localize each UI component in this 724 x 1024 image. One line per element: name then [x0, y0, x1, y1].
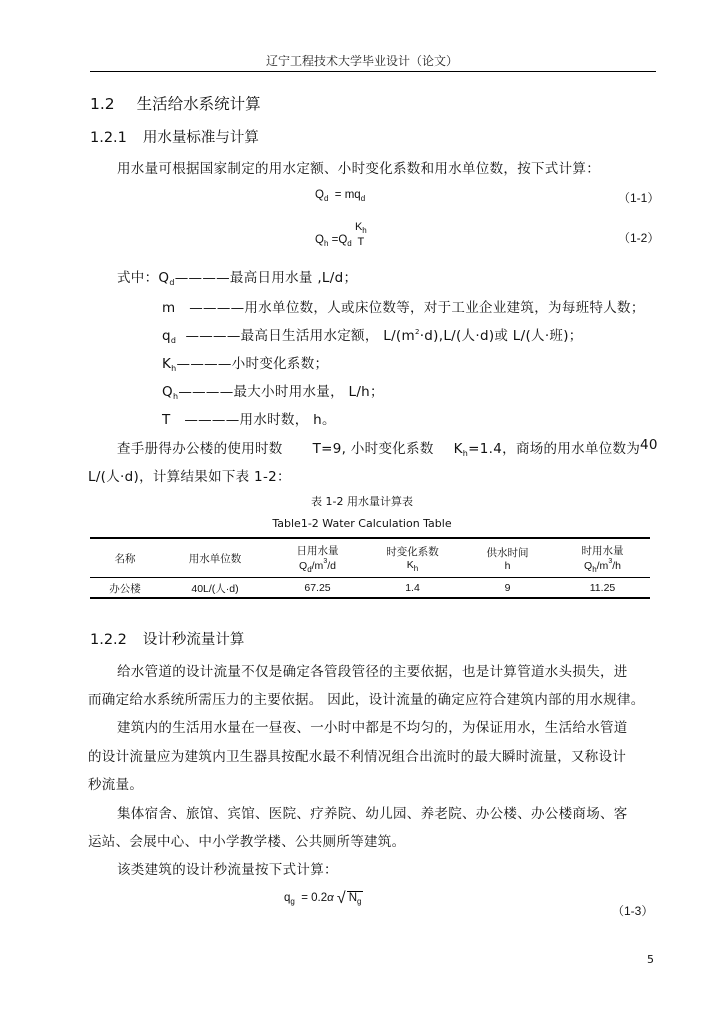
- header-unit-text: /d: [327, 559, 336, 572]
- page-number: 5: [647, 953, 654, 966]
- def-text: ————最大小时用水量， L/h；: [178, 384, 384, 400]
- para-text: T=9, 小时变化系数: [312, 441, 434, 457]
- def-text: ————最高日用水量 ,L/d；: [174, 270, 358, 286]
- subsection-title: 设计秒流量计算: [142, 632, 245, 648]
- header-hourly: [555, 538, 650, 578]
- header-unit-text: /m: [311, 559, 324, 572]
- eq-subscript: h: [323, 239, 329, 248]
- subsection-number: 1.2.1: [90, 130, 127, 146]
- cell-hourly: 11.25: [589, 582, 616, 594]
- eq-subscript: d: [347, 239, 352, 248]
- section-number: 1.2: [90, 95, 115, 113]
- eq-symbol: Q: [315, 234, 324, 246]
- table-caption-cn: 表 1-2 用水量计算表: [311, 495, 413, 508]
- subsection-heading-2: [90, 628, 244, 649]
- header-unit: 用水单位数: [188, 552, 242, 565]
- eq-alpha: α: [327, 892, 334, 904]
- def-symbol: Q: [158, 270, 170, 286]
- para-text: =1.4，商场的用水单位数为: [468, 441, 641, 457]
- def-lead: 式中：: [117, 270, 159, 286]
- water-calculation-table: [90, 538, 650, 598]
- eq-subscript: h: [362, 226, 367, 235]
- sqrt-radicand: [347, 891, 364, 906]
- eq-symbol: Q: [315, 189, 324, 201]
- equation-number: （1-3）: [612, 904, 654, 918]
- paragraph-3-line-2: 运站、会展中心、中小学教学楼、公共厕所等建筑。: [88, 834, 406, 850]
- definition-t: [162, 408, 336, 428]
- table-caption-en: Table1-2 Water Calculation Table: [272, 517, 452, 530]
- cell-hours: 9: [504, 582, 511, 594]
- def-text: ————最高日生活用水定额， L/(m: [185, 328, 415, 344]
- definition-qh: [162, 380, 384, 401]
- cell-daily: 67.25: [304, 582, 331, 594]
- definition-qd-lower: [162, 324, 583, 345]
- def-subscript: h: [171, 364, 177, 373]
- subsection-title: 用水量标准与计算: [142, 130, 259, 146]
- fraction-numerator: K: [354, 221, 363, 233]
- header-symbol: Q: [299, 559, 308, 572]
- header-daily: [270, 538, 365, 578]
- section-heading: [90, 92, 261, 114]
- paragraph-3-line-1: 集体宿舍、旅馆、宾馆、医院、疗养院、幼儿园、养老院、办公楼、办公楼商场、客: [117, 806, 628, 822]
- usage-paragraph-line1: [117, 437, 640, 458]
- eq-rhs: =Q: [331, 234, 348, 246]
- header-unit-text: /h: [612, 559, 621, 572]
- running-header: 辽宁工程技术大学毕业设计（论文）: [265, 54, 458, 68]
- header-kh: [365, 538, 460, 578]
- header-hourly-label: 时用水量: [581, 544, 624, 557]
- header-subscript: d: [307, 564, 312, 574]
- eq-subscript: d: [323, 194, 329, 203]
- def-subscript: d: [169, 278, 175, 287]
- usage-paragraph-line2: L/(人·d)，计算结果如下表 1-2：: [88, 469, 291, 485]
- sqrt-icon: √: [336, 890, 346, 907]
- def-symbol: m: [162, 300, 176, 316]
- eq-subscript: g: [290, 897, 295, 906]
- equation-1-1: [315, 189, 365, 203]
- eq-subscript: g: [357, 897, 362, 906]
- def-text: ————用水时数， h。: [184, 412, 336, 428]
- header-hours-label: 供水时间: [486, 546, 529, 559]
- header-subscript: h: [413, 563, 419, 573]
- def-text: ————用水单位数，人或床位数等，对于工业企业建筑，为每班特人数；: [189, 300, 645, 316]
- section-title: 生活给水系统计算: [136, 95, 261, 113]
- eq-rhs: = 0.2: [301, 892, 328, 904]
- header-daily-label: 日用水量: [296, 544, 339, 557]
- def-subscript: h: [172, 392, 179, 401]
- header-unit-text: /m: [596, 559, 609, 572]
- eq-symbol: N: [348, 892, 358, 904]
- eq-symbol: q: [284, 892, 291, 904]
- subsection-heading-1: [90, 126, 259, 147]
- para-text: 查手册得办公楼的使用时数: [117, 441, 283, 457]
- def-subscript: d: [170, 336, 177, 345]
- para-subscript: h: [462, 449, 469, 458]
- paragraph-4: 该类建筑的设计秒流量按下式计算：: [117, 862, 338, 878]
- def-text: ·d),L/(人·d)或 L/(人·班)；: [419, 328, 583, 344]
- paragraph-2-line-2: 的设计流量应为建筑内卫生器具按配水最不利情况组合出流时的最大瞬时流量，又称设计: [88, 749, 627, 765]
- header-name: 名称: [114, 552, 136, 565]
- subsection-number: 1.2.2: [90, 632, 127, 648]
- header-hours: [460, 538, 555, 578]
- equation-1-3: [284, 890, 363, 908]
- definition-m: [162, 296, 645, 316]
- equation-1-2: [315, 221, 367, 248]
- equation-number: （1-2）: [618, 231, 660, 245]
- def-symbol: Q: [162, 384, 173, 400]
- paragraph-1-line-2: 而确定给水系统所需压力的主要依据。 因此，设计流量的确定应符合建筑内部的用水规律。: [88, 692, 645, 708]
- header-superscript: 3: [323, 557, 328, 565]
- definition-kh: [162, 352, 328, 373]
- def-symbol: q: [162, 328, 171, 344]
- cell-unit: 40L/(人·d): [191, 582, 239, 595]
- cell-name: 办公楼: [109, 582, 141, 595]
- header-hours-unit: h: [504, 559, 511, 572]
- definition-qd: [117, 266, 357, 287]
- eq-rhs: = mq: [334, 189, 361, 201]
- def-text: ————小时变化系数；: [176, 356, 329, 372]
- header-symbol: K: [406, 558, 414, 571]
- equation-number: （1-1）: [618, 191, 660, 205]
- header-symbol: Q: [584, 559, 593, 572]
- header-rule: [90, 71, 656, 72]
- table-row: [90, 578, 650, 598]
- table-header-row: [90, 538, 650, 578]
- def-symbol: T: [162, 412, 171, 428]
- paragraph-2-line-1: 建筑内的生活用水量在一昼夜、一小时中都是不均匀的，为保证用水，生活给水管道: [117, 720, 628, 736]
- header-subscript: h: [592, 564, 597, 574]
- header-superscript: 3: [608, 557, 613, 565]
- intro-paragraph: 用水量可根据国家制定的用水定额、小时变化系数和用水单位数，按下式计算：: [117, 161, 600, 177]
- usage-paragraph-value: 40: [640, 437, 658, 453]
- def-symbol: K: [162, 356, 172, 372]
- paragraph-1-line-1: 给水管道的设计流量不仅是确定各管段管径的主要依据，也是计算管道水头损失，进: [117, 664, 628, 680]
- header-kh-label: 时变化系数: [386, 545, 439, 558]
- def-superscript: 2: [414, 328, 420, 336]
- fraction: [355, 221, 367, 248]
- para-symbol: K: [453, 441, 463, 457]
- cell-kh: 1.4: [405, 582, 420, 594]
- eq-subscript: d: [360, 194, 366, 203]
- fraction-denominator: T: [357, 236, 365, 248]
- paragraph-2-line-3: 秒流量。: [88, 777, 144, 793]
